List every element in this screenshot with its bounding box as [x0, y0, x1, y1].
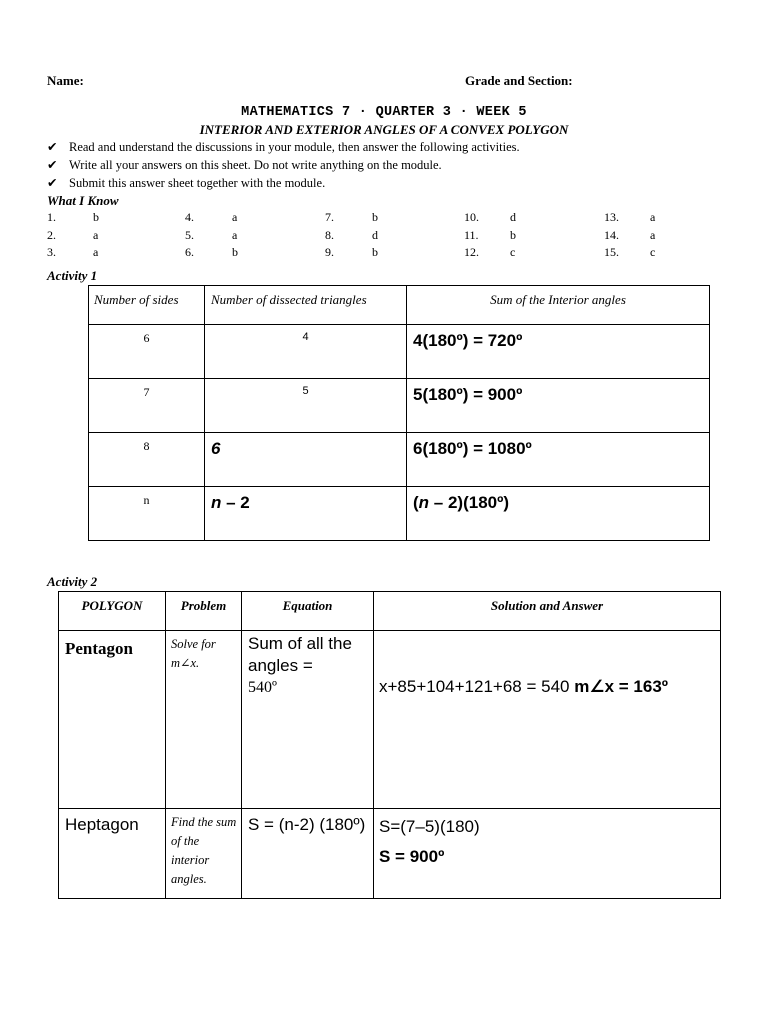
- answer-row: [0, 210, 768, 226]
- solution-cell: x+85+104+121+68 = 540 m∠x = 163º: [374, 631, 721, 809]
- table-row: [59, 809, 721, 899]
- answer-number: 6.: [185, 245, 194, 259]
- answer-number: 13.: [604, 210, 619, 224]
- instruction-text: Submit this answer sheet together with the module.: [69, 176, 326, 190]
- table-header-cell: POLYGON: [59, 592, 166, 631]
- answer-row: [0, 245, 768, 261]
- problem-cell: Find the sum of the interior angles.: [166, 809, 242, 899]
- answer-value: a: [232, 228, 238, 242]
- sides-cell: 8: [89, 433, 205, 487]
- instruction-text: Read and understand the discussions in your module, then answer the following activities.: [69, 140, 520, 154]
- answer-value: d: [372, 228, 378, 242]
- answer-value: b: [232, 245, 238, 259]
- triangles-cell: 5: [205, 379, 407, 433]
- page-title: MATHEMATICS 7 · QUARTER 3 · WEEK 5: [241, 105, 527, 120]
- answer-number: 7.: [325, 210, 334, 224]
- answer-value: a: [93, 245, 99, 259]
- answer-number: 8.: [325, 228, 334, 242]
- answer-value: b: [510, 228, 516, 242]
- instruction-item: [47, 139, 520, 155]
- what-i-know-heading: What I Know: [47, 193, 119, 208]
- instruction-item: [47, 157, 442, 173]
- activity2-table: [58, 591, 721, 899]
- problem-cell: Solve for m∠x.: [166, 631, 242, 809]
- table-header-cell: Number of dissected triangles: [205, 286, 407, 325]
- answer-number: 12.: [464, 245, 479, 259]
- activity1-heading: Activity 1: [47, 268, 98, 283]
- table-header-cell: Problem: [166, 592, 242, 631]
- checkmark-icon: ✔: [47, 140, 58, 154]
- answer-number: 4.: [185, 210, 194, 224]
- polygon-cell: Pentagon: [59, 631, 166, 809]
- checkmark-icon: ✔: [47, 158, 58, 172]
- sides-cell: 6: [89, 325, 205, 379]
- sum-cell: 6(180º) = 1080º: [407, 433, 710, 487]
- answer-value: b: [372, 210, 378, 224]
- solution-cell: S=(7–5)(180) S = 900º: [374, 809, 721, 899]
- answer-number: 14.: [604, 228, 619, 242]
- sum-cell: 4(180º) = 720º: [407, 325, 710, 379]
- table-header-row: [89, 286, 710, 325]
- table-header-cell: Number of sides: [89, 286, 205, 325]
- answer-number: 2.: [47, 228, 56, 242]
- table-row: [59, 631, 721, 809]
- answer-value: a: [650, 210, 656, 224]
- sum-cell: 5(180º) = 900º: [407, 379, 710, 433]
- answer-value: d: [510, 210, 516, 224]
- grade-section-label: Grade and Section:: [465, 73, 573, 88]
- sides-cell: 7: [89, 379, 205, 433]
- answer-number: 15.: [604, 245, 619, 259]
- table-header-cell: Solution and Answer: [374, 592, 721, 631]
- equation-cell: S = (n-2) (180º): [242, 809, 374, 899]
- equation-cell: Sum of all the angles = 540º: [242, 631, 374, 809]
- table-row: [89, 487, 710, 541]
- sides-cell: n: [89, 487, 205, 541]
- activity2-heading: Activity 2: [47, 574, 98, 589]
- answer-value: a: [232, 210, 238, 224]
- polygon-cell: Heptagon: [59, 809, 166, 899]
- answer-value: b: [372, 245, 378, 259]
- page-subtitle: INTERIOR AND EXTERIOR ANGLES OF A CONVEX POLYGON: [199, 122, 569, 137]
- table-row: [89, 325, 710, 379]
- triangles-cell: 6: [205, 433, 407, 487]
- answer-row: [0, 228, 768, 244]
- answer-value: c: [510, 245, 516, 259]
- answer-value: a: [93, 228, 99, 242]
- answer-number: 9.: [325, 245, 334, 259]
- table-row: [89, 379, 710, 433]
- table-header-row: [59, 592, 721, 631]
- table-header-cell: Sum of the Interior angles: [407, 286, 710, 325]
- answer-value: a: [650, 228, 656, 242]
- triangles-cell: n – 2: [205, 487, 407, 541]
- table-header-cell: Equation: [242, 592, 374, 631]
- triangles-cell: 4: [205, 325, 407, 379]
- answer-number: 3.: [47, 245, 56, 259]
- table-row: [89, 433, 710, 487]
- answer-number: 5.: [185, 228, 194, 242]
- answer-value: b: [93, 210, 99, 224]
- instruction-text: Write all your answers on this sheet. Do not write anything on the module.: [69, 158, 442, 172]
- answer-number: 1.: [47, 210, 56, 224]
- sum-cell: (n – 2)(180º): [407, 487, 710, 541]
- answer-value: c: [650, 245, 656, 259]
- checkmark-icon: ✔: [47, 176, 58, 190]
- instruction-item: [47, 175, 325, 191]
- answer-number: 10.: [464, 210, 479, 224]
- activity1-table: [88, 285, 710, 541]
- name-label: Name:: [47, 73, 84, 88]
- answer-number: 11.: [464, 228, 479, 242]
